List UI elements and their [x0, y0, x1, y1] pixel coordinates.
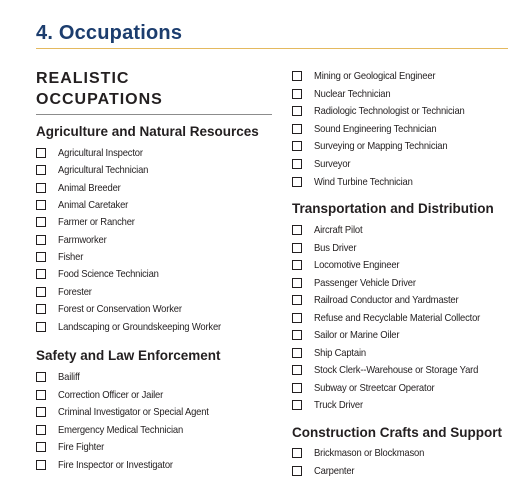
list-item — [36, 370, 82, 384]
occupation-label: Forest or Conservation Worker — [58, 303, 182, 316]
heading-line-2: OCCUPATIONS — [36, 91, 163, 108]
checkbox[interactable] — [36, 183, 46, 193]
occupation-label: Ship Captain — [314, 346, 366, 359]
checkbox[interactable] — [36, 304, 46, 314]
occupation-label: Aircraft Pilot — [314, 224, 363, 236]
occupation-label: Brickmason or Blockmason — [314, 447, 425, 459]
checkbox[interactable] — [36, 252, 46, 262]
list-item — [292, 293, 475, 307]
list-item — [36, 181, 128, 195]
list-item — [36, 388, 175, 402]
section-title: 4. Occupations — [36, 22, 183, 44]
list-item — [292, 157, 354, 171]
occupation-label: Surveying or Mapping Technician — [314, 140, 448, 153]
occupation-label: Agricultural Inspector — [58, 147, 143, 159]
occupation-label: Nuclear Technician — [314, 87, 391, 100]
checkbox[interactable] — [292, 177, 302, 187]
checkbox[interactable] — [36, 407, 46, 417]
checkbox[interactable] — [36, 148, 46, 158]
occupation-label: Surveyor — [314, 158, 351, 170]
checkbox[interactable] — [292, 106, 302, 116]
occupation-label: Fire Fighter — [58, 441, 105, 453]
checkbox[interactable] — [36, 287, 46, 297]
checkbox[interactable] — [292, 89, 302, 99]
occupation-label: Animal Breeder — [58, 181, 121, 194]
checkbox[interactable] — [36, 322, 46, 332]
list-item — [36, 440, 109, 454]
checkbox[interactable] — [292, 225, 302, 235]
occupation-label: Refuse and Recyclable Material Collector — [314, 311, 481, 324]
checkbox[interactable] — [36, 269, 46, 279]
list-item — [36, 146, 152, 160]
list-item — [292, 104, 481, 118]
occupation-label: Bailiff — [58, 371, 80, 383]
checkbox[interactable] — [292, 400, 302, 410]
checkbox[interactable] — [292, 313, 302, 323]
occupation-label: Sound Engineering Technician — [314, 122, 437, 135]
occupation-label: Carpenter — [314, 464, 355, 477]
checkbox[interactable] — [36, 372, 46, 382]
occupation-label: Passenger Vehicle Driver — [314, 276, 416, 289]
list-item — [36, 302, 196, 316]
checkbox[interactable] — [292, 365, 302, 375]
occupation-label: Subway or Streetcar Operator — [314, 381, 435, 394]
heading-line-1: REALISTIC — [36, 70, 130, 87]
list-item — [36, 405, 226, 419]
group-heading-construction: Construction Crafts and Support — [292, 425, 502, 440]
occupation-label: Emergency Medical Technician — [58, 423, 184, 436]
group-heading-transportation: Transportation and Distribution — [292, 201, 494, 216]
occupation-label: Truck Driver — [314, 399, 363, 411]
list-item — [36, 285, 96, 299]
list-item — [292, 122, 450, 136]
occupation-label: Stock Clerk--Warehouse or Storage Yard — [314, 364, 479, 376]
checkbox[interactable] — [36, 425, 46, 435]
checkbox[interactable] — [292, 348, 302, 358]
list-item — [292, 363, 496, 377]
checkbox[interactable] — [36, 235, 46, 245]
list-item — [36, 423, 197, 437]
checkbox[interactable] — [36, 390, 46, 400]
checkbox[interactable] — [292, 141, 302, 151]
occupation-label: Correction Officer or Jailer — [58, 388, 164, 401]
group-heading-safety: Safety and Law Enforcement — [36, 348, 221, 363]
checkbox[interactable] — [292, 159, 302, 169]
list-item — [292, 446, 436, 460]
list-item — [36, 250, 86, 264]
list-item — [36, 198, 136, 212]
occupation-label: Farmer or Rancher — [58, 216, 135, 229]
occupation-label: Agricultural Technician — [58, 164, 149, 177]
occupation-label: Food Science Technician — [58, 268, 159, 281]
occupation-label: Fire Inspector or Investigator — [58, 458, 173, 471]
list-item — [292, 175, 424, 189]
checkbox[interactable] — [36, 165, 46, 175]
checkbox[interactable] — [292, 243, 302, 253]
checkbox[interactable] — [292, 295, 302, 305]
checkbox[interactable] — [36, 200, 46, 210]
list-item — [36, 233, 112, 247]
checkbox[interactable] — [292, 466, 302, 476]
list-item — [292, 258, 409, 272]
list-item — [292, 69, 449, 83]
list-item — [292, 346, 372, 360]
group-heading-agriculture: Agriculture and Natural Resources — [36, 124, 259, 139]
occupation-label: Bus Driver — [314, 241, 357, 254]
checkbox[interactable] — [292, 448, 302, 458]
occupation-label: Criminal Investigator or Special Agent — [58, 406, 209, 418]
list-item — [292, 464, 359, 478]
checkbox[interactable] — [36, 217, 46, 227]
occupation-label: Locomotive Engineer — [314, 259, 400, 271]
checkbox[interactable] — [292, 278, 302, 288]
occupation-label: Radiologic Technologist or Technician — [314, 105, 465, 118]
list-item — [36, 215, 143, 229]
list-item — [292, 381, 448, 395]
checkbox[interactable] — [36, 460, 46, 470]
list-item — [36, 320, 239, 334]
list-item — [292, 276, 427, 290]
occupation-label: Railroad Conductor and Yardmaster — [314, 294, 459, 306]
checkbox[interactable] — [292, 383, 302, 393]
occupation-label: Mining or Geological Engineer — [314, 70, 436, 82]
list-item — [36, 458, 186, 472]
checkbox[interactable] — [292, 260, 302, 270]
occupation-label: Sailor or Marine Oiler — [314, 329, 400, 341]
list-item — [36, 267, 170, 281]
checkbox[interactable] — [36, 442, 46, 452]
list-item — [292, 223, 368, 237]
checkbox[interactable] — [292, 330, 302, 340]
occupation-label: Wind Turbine Technician — [314, 175, 413, 188]
list-item — [292, 241, 361, 255]
list-item — [36, 163, 158, 177]
list-item — [292, 311, 499, 325]
checkbox[interactable] — [292, 71, 302, 81]
occupation-label: Landscaping or Groundskeeping Worker — [58, 320, 222, 333]
occupation-label: Forester — [58, 285, 92, 298]
realistic-occupations-heading — [36, 68, 272, 115]
list-item — [292, 87, 399, 101]
occupation-label: Farmworker — [58, 233, 107, 246]
list-item — [292, 398, 368, 412]
title-divider — [36, 48, 508, 49]
list-item — [292, 328, 409, 342]
occupation-label: Fisher — [58, 251, 84, 264]
checkbox[interactable] — [292, 124, 302, 134]
occupation-label: Animal Caretaker — [58, 199, 129, 212]
list-item — [292, 139, 462, 153]
